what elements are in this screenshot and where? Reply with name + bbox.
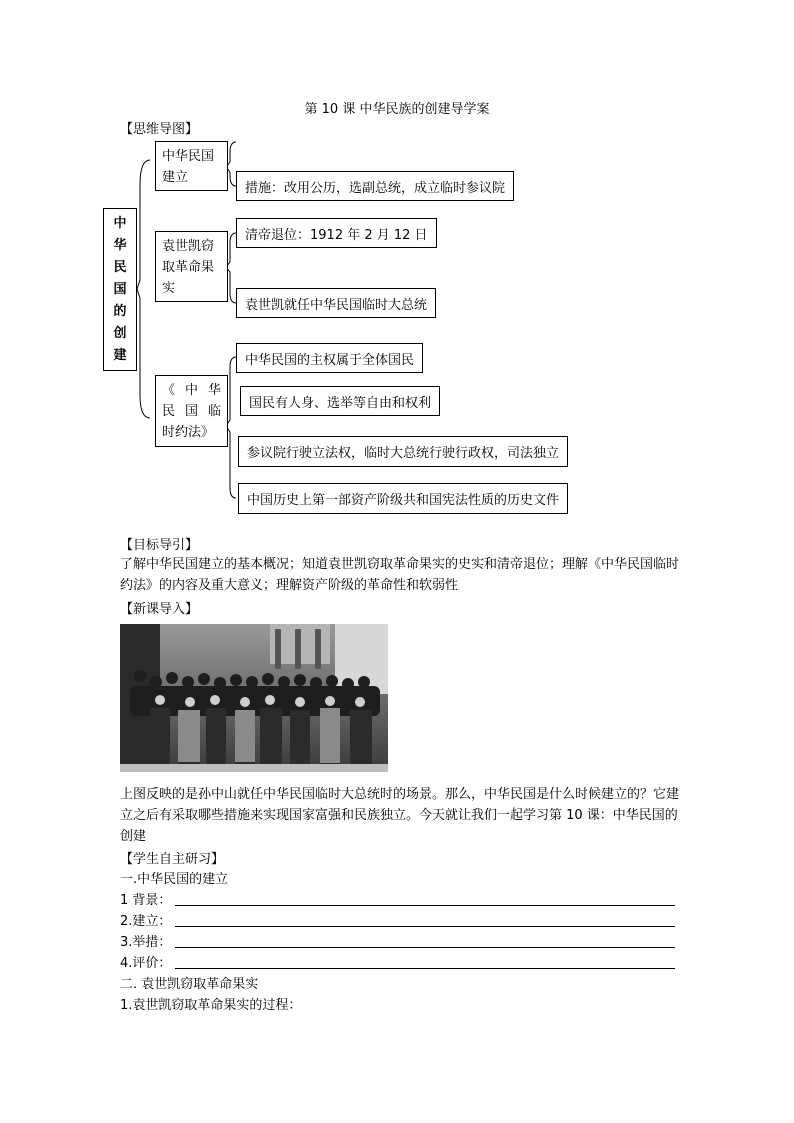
part2-item: 1.袁世凯窃取革命果实的过程： — [120, 998, 302, 1013]
mindmap-leaf: 清帝退位：1912 年 2 月 12 日 — [236, 218, 437, 248]
section-study-heading: 【学生自主研习】 — [120, 852, 225, 867]
mindmap-leaf: 参议院行驶立法权，临时大总统行驶行政权，司法独立 — [238, 436, 568, 467]
part2-heading: 二. 袁世凯窃取革命果实 — [120, 977, 259, 992]
root-char: 民 — [113, 259, 127, 275]
answer-line[interactable] — [175, 947, 675, 948]
mindmap-root — [103, 208, 137, 371]
goal-paragraph: 了解中华民国建立的基本概况；知道袁世凯窃取革命果实的史实和清帝退位；理解《中华民国临时约法》的内容及重大意义；理解资产阶级的革命性和软弱性 — [120, 557, 680, 593]
section-mindmap-heading: 【思维导图】 — [120, 122, 199, 137]
fill-label: 3.举措： — [120, 935, 172, 950]
root-char: 创 — [113, 325, 127, 341]
mindmap-leaf: 中华民国的主权属于全体国民 — [236, 343, 423, 373]
part1-heading: 一.中华民国的建立 — [120, 872, 229, 887]
section-intro-heading: 【新课导入】 — [120, 602, 199, 617]
root-char: 华 — [113, 237, 127, 253]
root-char: 国 — [113, 281, 127, 297]
root-char: 的 — [113, 303, 127, 319]
fill-row-founding — [120, 910, 675, 930]
answer-line[interactable] — [175, 926, 675, 927]
fill-row-background — [120, 889, 675, 909]
intro-paragraph: 上图反映的是孙中山就任中华民国临时大总统时的场景。那么，中华民国是什么时候建立的？它建立之后有采取哪些措施来实现国家富强和民族独立。今天就让我们一起学习第 10 课：中华民国的创建 — [120, 787, 680, 844]
fill-label: 4.评价： — [120, 956, 172, 971]
fill-row-evaluation — [120, 952, 675, 972]
section-goal-heading: 【目标导引】 — [120, 538, 199, 553]
photo-illustration — [120, 624, 388, 772]
mindmap-branch-founding: 中华民国建立 — [155, 141, 228, 191]
mindmap-branch-constitution: 《 中 华 民 国 临 时约法》 — [155, 375, 228, 447]
historical-group-photo — [120, 624, 388, 772]
answer-line[interactable] — [175, 968, 675, 969]
page-title: 第 10 课 中华民族的创建导学案 — [304, 102, 490, 117]
mindmap-leaf: 措施：改用公历，选副总统，成立临时参议院 — [236, 171, 514, 201]
fill-label: 2.建立： — [120, 914, 172, 929]
answer-line[interactable] — [175, 905, 675, 906]
mindmap-leaf: 国民有人身、选举等自由和权利 — [240, 386, 440, 416]
root-char: 中 — [113, 215, 127, 231]
fill-label: 1 背景： — [120, 893, 172, 908]
root-char: 建 — [113, 347, 127, 363]
mindmap-branch-yuan: 袁世凯窃取革命果实 — [155, 231, 228, 302]
fill-row-measures — [120, 931, 675, 951]
mindmap-leaf: 中国历史上第一部资产阶级共和国宪法性质的历史文件 — [238, 483, 568, 514]
mindmap-leaf: 袁世凯就任中华民国临时大总统 — [236, 288, 436, 318]
